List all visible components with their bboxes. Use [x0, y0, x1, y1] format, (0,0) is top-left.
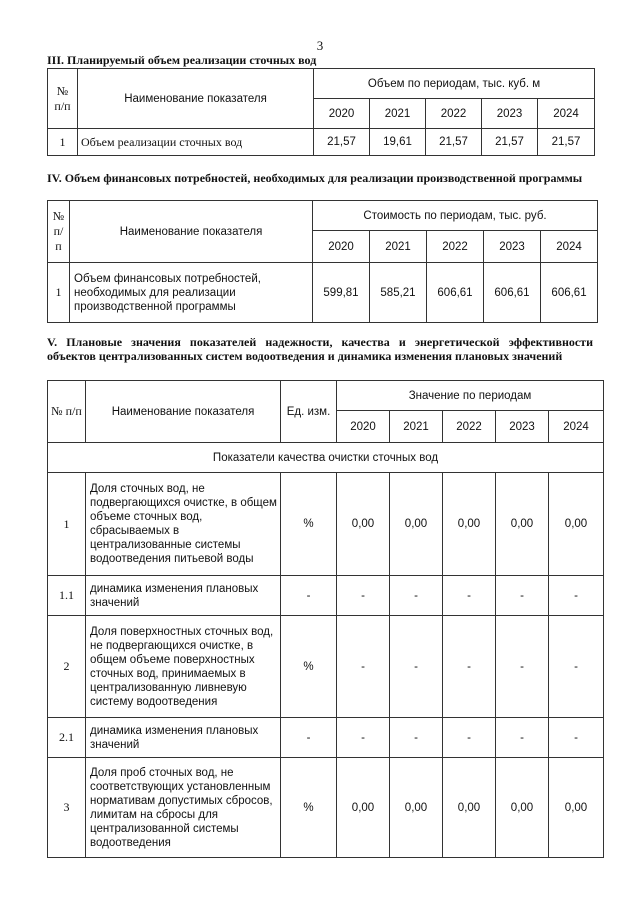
row-value: 606,61	[427, 263, 484, 323]
row-unit: -	[281, 576, 337, 616]
row-value: 21,57	[314, 129, 370, 156]
year-header: 2021	[370, 99, 426, 129]
section-4-table	[47, 200, 598, 323]
col-header-name: Наименование показателя	[70, 201, 313, 263]
row-value: -	[496, 718, 549, 758]
row-value: -	[549, 576, 604, 616]
col-header-unit: Ед. изм.	[281, 381, 337, 443]
row-name: Объем финансовых потребностей, необходимых для реализации производственной программы	[70, 263, 313, 323]
table-row	[48, 718, 604, 758]
row-unit: %	[281, 758, 337, 858]
row-value: 0,00	[390, 473, 443, 576]
row-num: 3	[48, 758, 86, 858]
row-value: -	[443, 718, 496, 758]
year-header: 2023	[496, 411, 549, 443]
row-value: -	[443, 576, 496, 616]
year-header: 2022	[443, 411, 496, 443]
row-num: 1.1	[48, 576, 86, 616]
row-num: 1	[48, 473, 86, 576]
year-header: 2022	[427, 231, 484, 263]
col-header-period: Значение по периодам	[337, 381, 604, 411]
year-header: 2021	[390, 411, 443, 443]
row-value: 0,00	[549, 758, 604, 858]
row-value: 0,00	[443, 758, 496, 858]
row-value: 0,00	[337, 473, 390, 576]
row-name: динамика изменения плановых значений	[86, 576, 281, 616]
section-5-title: V. Плановые значения показателей надежности, качества и энергетической эффективности объектов централизованных систем водоотведения и динамика изменения плановых значений	[47, 335, 593, 363]
row-unit: -	[281, 718, 337, 758]
row-value: 21,57	[482, 129, 538, 156]
year-header: 2023	[482, 99, 538, 129]
year-header: 2023	[484, 231, 541, 263]
col-header-name: Наименование показателя	[78, 69, 314, 129]
col-header-period: Стоимость по периодам, тыс. руб.	[313, 201, 598, 231]
group-header: Показатели качества очистки сточных вод	[48, 443, 604, 473]
table-row	[48, 263, 598, 323]
row-num: 1	[48, 129, 78, 156]
row-value: -	[496, 576, 549, 616]
table-row	[48, 473, 604, 576]
row-value: 0,00	[390, 758, 443, 858]
row-num: 1	[48, 263, 70, 323]
row-value: -	[390, 576, 443, 616]
row-name: Доля сточных вод, не подвергающихся очистке, в общем объеме сточных вод, сбрасываемых в централизованные системы водоотведения питьевой воды	[86, 473, 281, 576]
row-value: 585,21	[370, 263, 427, 323]
col-header-name: Наименование показателя	[86, 381, 281, 443]
row-name: динамика изменения плановых значений	[86, 718, 281, 758]
col-header-num: № п/п	[48, 201, 70, 263]
table-row	[48, 616, 604, 718]
table-row	[48, 576, 604, 616]
table-row	[48, 129, 595, 156]
row-unit: %	[281, 616, 337, 718]
year-header: 2020	[313, 231, 370, 263]
row-unit: %	[281, 473, 337, 576]
year-header: 2022	[426, 99, 482, 129]
row-value: 0,00	[443, 473, 496, 576]
row-value: 0,00	[496, 473, 549, 576]
row-value: -	[443, 616, 496, 718]
page-number: 3	[316, 38, 324, 53]
year-header: 2024	[541, 231, 598, 263]
row-value: 606,61	[541, 263, 598, 323]
row-value: 19,61	[370, 129, 426, 156]
year-header: 2024	[538, 99, 595, 129]
row-value: -	[390, 718, 443, 758]
row-name: Доля поверхностных сточных вод, не подвергающихся очистке, в общем объеме поверхностных сточных вод, принимаемых в централизованную ливневую систему водоотведения	[86, 616, 281, 718]
year-header: 2020	[314, 99, 370, 129]
year-header: 2024	[549, 411, 604, 443]
year-header: 2020	[337, 411, 390, 443]
row-name: Объем реализации сточных вод	[78, 129, 314, 156]
row-name: Доля проб сточных вод, не соответствующих установленным нормативам допустимых сбросов, лимитам на сбросы для централизованной системы водоотведения	[86, 758, 281, 858]
row-value: -	[337, 576, 390, 616]
row-value: 599,81	[313, 263, 370, 323]
row-value: 21,57	[426, 129, 482, 156]
col-header-num: № п/п	[48, 381, 86, 443]
row-num: 2	[48, 616, 86, 718]
row-value: 21,57	[538, 129, 595, 156]
row-value: -	[496, 616, 549, 718]
row-value: -	[390, 616, 443, 718]
row-value: 0,00	[549, 473, 604, 576]
year-header: 2021	[370, 231, 427, 263]
col-header-num: № п/п	[48, 69, 78, 129]
row-num: 2.1	[48, 718, 86, 758]
section-5-table	[47, 380, 604, 858]
row-value: 606,61	[484, 263, 541, 323]
row-value: 0,00	[337, 758, 390, 858]
row-value: -	[549, 718, 604, 758]
row-value: -	[337, 718, 390, 758]
row-value: -	[549, 616, 604, 718]
table-row	[48, 758, 604, 858]
col-header-period: Объем по периодам, тыс. куб. м	[314, 69, 595, 99]
section-3-title: III. Планируемый объем реализации сточных вод	[47, 53, 317, 67]
row-value: 0,00	[496, 758, 549, 858]
row-value: -	[337, 616, 390, 718]
section-4-title: IV. Объем финансовых потребностей, необходимых для реализации производственной программы	[47, 171, 583, 185]
section-3-table	[47, 68, 595, 156]
